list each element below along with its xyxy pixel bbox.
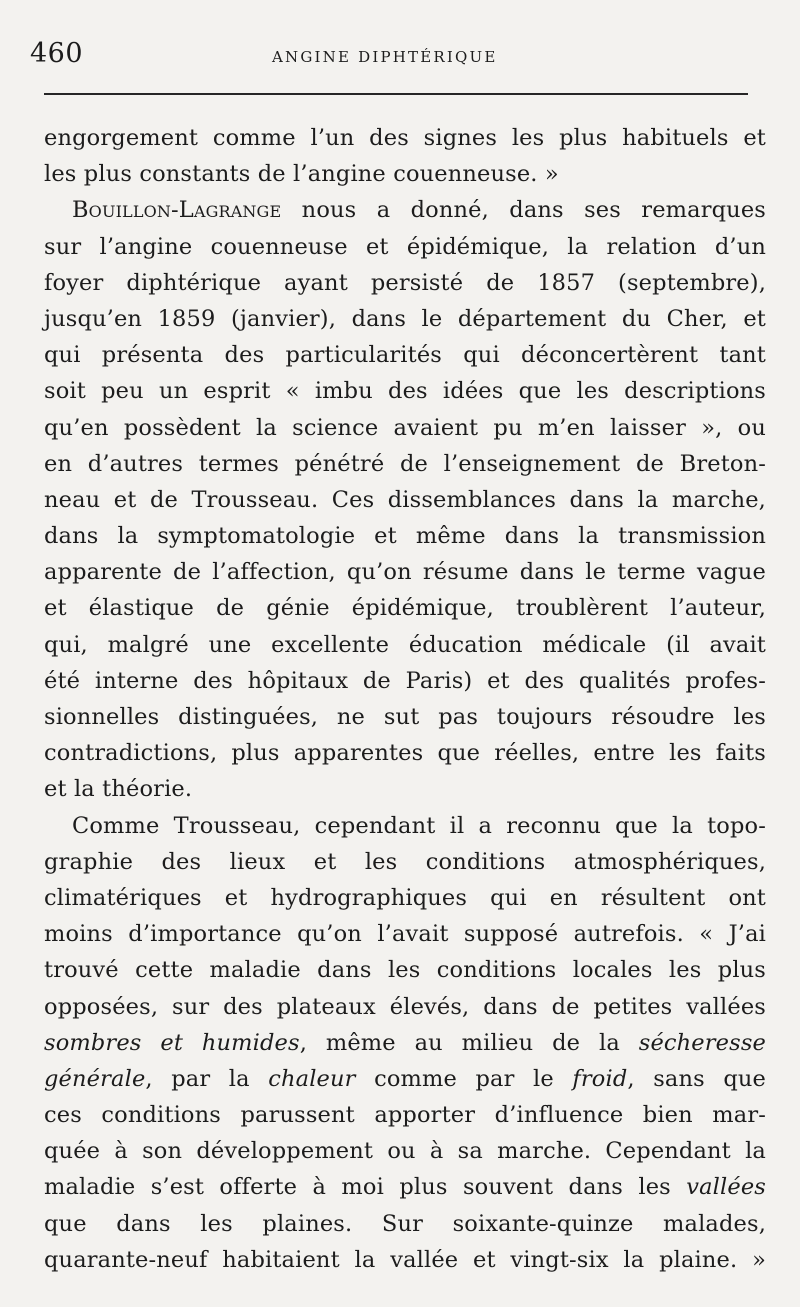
text-line: sombres et humides, même au milieu de la sécheresse — [44, 1029, 766, 1056]
text-line: dans la symptomatologie et même dans la transmission — [44, 523, 766, 550]
body-text — [44, 120, 766, 1278]
text-line: et la théorie. — [44, 776, 193, 803]
text-line: engorgement comme l’un des signes les plus habituels et — [44, 125, 766, 151]
text-line: Comme Trousseau, cependant il a reconnu que la topo- — [72, 812, 766, 839]
text-line: en d’autres termes pénétré de l’enseignement de Breton- — [44, 450, 766, 477]
text-line: jusqu’en 1859 (janvier), dans le département du Cher, et — [44, 305, 766, 332]
text-line: maladie s’est offerte à moi plus souvent dans les vallées — [44, 1174, 766, 1201]
text-line: générale, par la chaleur comme par le froid, sans que — [44, 1065, 766, 1092]
text-line: Bouillon-Lagrange nous a donné, dans ses remarques — [72, 197, 766, 224]
text-line: sur l’angine couenneuse et épidémique, la relation d’un — [44, 233, 766, 260]
text-line: trouvé cette maladie dans les conditions locales les plus — [44, 957, 766, 984]
text-line: qu’en possèdent la science avaient pu m’en laisser », ou — [44, 414, 766, 441]
text-line: que dans les plaines. Sur soixante-quinze malades, — [44, 1210, 766, 1237]
text-line: qui présenta des particularités qui déconcertèrent tant — [44, 342, 766, 369]
running-title: ANGINE DIPHTÉRIQUE — [272, 48, 498, 66]
page-number: 460 — [30, 38, 84, 69]
header-rule — [44, 93, 748, 95]
text-line: moins d’importance qu’on l’avait supposé autrefois. « J’ai — [44, 921, 766, 948]
text-line: les plus constants de l’angine couenneuse. » — [44, 161, 559, 188]
text-line: quée à son développement ou à sa marche. Cependant la — [44, 1138, 766, 1165]
text-line: et élastique de génie épidémique, troublèrent l’auteur, — [44, 595, 766, 622]
author-name: Bouillon-Lagrange — [72, 197, 282, 224]
text-line: apparente de l’affection, qu’on résume dans le terme vague — [44, 559, 766, 586]
text-line: graphie des lieux et les conditions atmosphériques, — [44, 848, 766, 875]
text-line: contradictions, plus apparentes que réelles, entre les faits — [44, 740, 766, 767]
text-line: qui, malgré une excellente éducation médicale (il avait — [44, 631, 766, 658]
text-line: ces conditions parussent apporter d’influence bien mar- — [44, 1102, 766, 1129]
text-line: sionnelles distinguées, ne sut pas toujours résoudre les — [44, 704, 766, 730]
text-line: été interne des hôpitaux de Paris) et des qualités profes- — [44, 667, 766, 694]
text-line: soit peu un esprit « imbu des idées que les descriptions — [44, 378, 766, 405]
text-line: neau et de Trousseau. Ces dissemblances dans la marche, — [44, 486, 766, 513]
text-line: foyer diphtérique ayant persisté de 1857 (septembre), — [44, 269, 766, 296]
text-line: climatériques et hydrographiques qui en résultent ont — [44, 884, 766, 911]
text-line: opposées, sur des plateaux élevés, dans de petites vallées — [44, 993, 766, 1020]
text-line: quarante-neuf habitaient la vallée et vingt-six la plaine. » — [44, 1246, 766, 1273]
